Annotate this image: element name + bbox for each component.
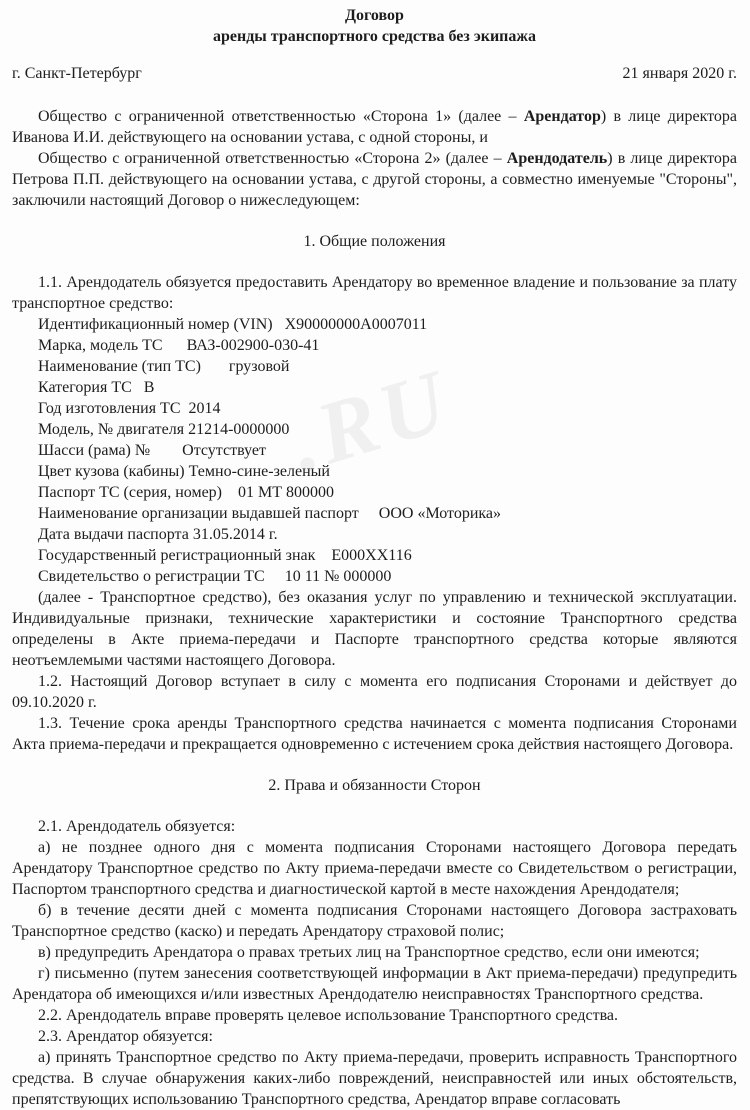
clause-2-3: 2.3. Арендатор обязуется:	[38, 1028, 213, 1045]
date-label: 21 января 2020 г.	[622, 65, 737, 82]
intro-paragraph-1	[12, 106, 737, 148]
city-date-row	[12, 63, 737, 84]
spec-chassis: Шасси (рама) № Отсутствует	[38, 442, 266, 459]
section-1-heading: 1. Общие положения	[303, 233, 446, 250]
document-title-line-1: Договор	[345, 7, 404, 24]
intro-2-text: Общество с ограниченной ответственностью «Сторона 2» (далее –	[38, 150, 507, 167]
clause-2-1-item-b: б) в течение десяти дней с момента подписания Сторонами настоящего Договора застраховать Транспортное средство (каско) и передать Арендатору страховой полис;	[12, 902, 737, 940]
spec-category: Категория ТС В	[38, 379, 155, 396]
spec-reg-cert: Свидетельство о регистрации ТС 10 11 № 000000	[38, 568, 392, 585]
spec-vin: Идентификационный номер (VIN) X90000000A0007011	[38, 316, 428, 333]
arendator-term: Арендатор	[523, 108, 601, 125]
clause-2-1-item-g: г) письменно (путем занесения соответствующей информации в Акт приема-передачи) предупредить Арендатора об имеющихся и/или известных Арендодателю неисправностях Транспортного средства.	[12, 965, 737, 1003]
clause-2-1: 2.1. Арендодатель обязуется:	[38, 818, 236, 835]
intro-1-text: Общество с ограниченной ответственностью «Сторона 1» (далее –	[38, 108, 524, 125]
clause-1-1: 1.1. Арендодатель обязуется предоставить Арендатору во временное владение и пользование за плату транспортное средство:	[12, 274, 737, 312]
intro-2-text-cont: ) в лице директора Петрова П.П. действующего на основании устава, с другой стороны, а совместно именуемые "Стороны", заключили настоящий Договор о нижеследующем:	[12, 150, 738, 209]
spec-type: Наименование (тип ТС) грузовой	[38, 358, 290, 375]
vehicle-specs-list	[12, 314, 737, 587]
document-title-line-2: аренды транспортного средства без экипажа	[212, 28, 536, 45]
spec-color: Цвет кузова (кабины) Темно-сине-зеленый	[38, 463, 330, 480]
spec-reg-plate: Государственный регистрационный знак Е000ХХ116	[38, 547, 412, 564]
spec-make-model: Марка, модель ТС ВАЗ-002900-030-41	[38, 337, 320, 354]
site-watermark: .RU	[279, 351, 463, 492]
clause-1-3: 1.3. Течение срока аренды Транспортного средства начинается с момента подписания Сторонами Акта приема-передачи и прекращается одновременно с истечением срока действия настоящего Договора.	[12, 715, 737, 753]
clause-2-2: 2.2. Арендодатель вправе проверять целевое использование Транспортного средства.	[38, 1007, 619, 1024]
spec-passport-org: Наименование организации выдавшей паспорт ООО «Моторика»	[38, 505, 502, 522]
clause-2-3-item-a: а) принять Транспортное средство по Акту приема-передачи, проверить исправность Транспортного средства. В случае обнаружения каких-либо повреждений, неисправностей или иных обстоятельств, препятствующих использованию Транспортного средства, Арендатор вправе согласовать	[12, 1049, 737, 1108]
intro-paragraph-2	[12, 148, 737, 211]
arendodatel-term: Арендодатель	[506, 150, 608, 167]
city-label: г. Санкт-Петербург	[12, 65, 142, 82]
spec-passport-date: Дата выдачи паспорта 31.05.2014 г.	[38, 526, 278, 543]
section-2-heading: 2. Права и обязанности Сторон	[268, 777, 481, 794]
spec-engine: Модель, № двигателя 21214-0000000	[38, 421, 290, 438]
clause-2-1-item-a: а) не позднее одного дня с момента подписания Сторонами настоящего Договора передать Арендатору Транспортное средство по Акту приема-передачи вместе со Свидетельством о регистрации, Паспортом транспортного средства и диагностической картой в месте нахождения Арендодателя;	[12, 839, 737, 898]
clause-1-2: 1.2. Настоящий Договор вступает в силу с момента его подписания Сторонами и действует до 09.10.2020 г.	[12, 673, 737, 711]
spec-year: Год изготовления ТС 2014	[38, 400, 221, 417]
clause-1-1-continuation: (далее - Транспортное средство), без оказания услуг по управлению и технической эксплуатации. Индивидуальные признаки, технические характеристики и состояние Транспортного средства определены в Акте приема-передачи и Паспорте транспортного средства которые являются неотъемлемыми частями настоящего Договора.	[12, 589, 737, 669]
intro-1-text-cont: ) в лице директора Иванова И.И. действующего на основании устава, с одной стороны, и	[12, 108, 738, 146]
spec-passport: Паспорт ТС (серия, номер) 01 МТ 800000	[38, 484, 335, 501]
document-title	[12, 5, 737, 47]
clause-2-1-item-v: в) предупредить Арендатора о правах третьих лиц на Транспортное средство, если они имеются;	[38, 944, 700, 961]
